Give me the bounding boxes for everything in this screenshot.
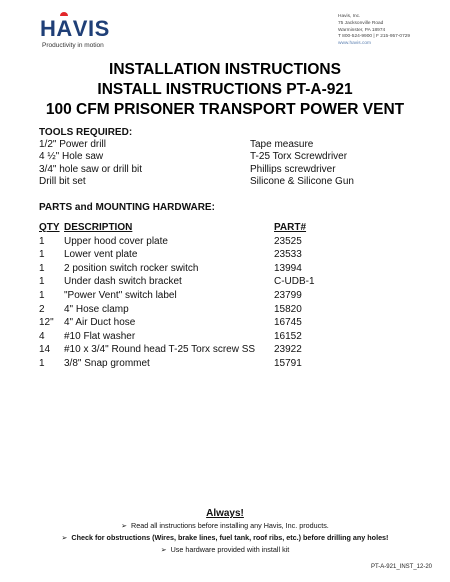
tool-item: 4 ½" Hole saw (39, 151, 104, 163)
cell-part: 23922 (274, 344, 302, 356)
address-line: Havis, Inc. (338, 14, 361, 19)
bullet-text: Use hardware provided with install kit (170, 545, 290, 554)
tool-item: T-25 Torx Screwdriver (250, 151, 348, 163)
table-row (39, 316, 334, 330)
cell-description: #10 Flat washer (64, 330, 136, 342)
cell-description: 3/8" Snap grommet (64, 357, 150, 369)
title-line-1: INSTALLATION INSTRUCTIONS (109, 61, 341, 78)
cell-qty: 1 (39, 289, 45, 301)
bullet-text: Read all instructions before installing any Havis, Inc. products. (131, 521, 329, 530)
always-bullets (0, 520, 450, 556)
arrow-bullet-icon: ➢ (121, 523, 128, 530)
title-line-2: INSTALL INSTRUCTIONS PT-A-921 (97, 81, 353, 98)
table-row (39, 248, 334, 262)
cell-qty: 4 (39, 330, 45, 342)
logo-letter-h: H (40, 16, 57, 41)
arrow-bullet-icon: ➢ (61, 535, 68, 542)
cell-qty: 12" (39, 317, 54, 329)
tool-item: 3/4" hole saw or drill bit (39, 163, 143, 175)
document-titles (0, 60, 450, 120)
header-part-number: PART# (274, 222, 307, 233)
cell-qty: 1 (39, 262, 45, 274)
header-qty: QTY (39, 222, 60, 233)
cell-description: #10 x 3/4" Round head T-25 Torx screw SS (64, 344, 256, 356)
table-row (39, 289, 334, 303)
cell-description: Lower vent plate (64, 249, 138, 261)
cell-qty: 1 (39, 357, 45, 369)
parts-table-header (39, 221, 334, 235)
bullet-item (0, 520, 450, 532)
table-row (39, 275, 334, 289)
logo-letter-a: A (56, 16, 73, 41)
table-row (39, 330, 334, 344)
cell-part: C-UDB-1 (274, 276, 315, 288)
cell-qty: 14 (39, 344, 51, 356)
tools-list-right (250, 139, 354, 189)
cell-description: Under dash switch bracket (64, 276, 182, 288)
address-line: T 800-524-9900 | F 215-957-0729 (338, 34, 411, 40)
cell-qty: 1 (39, 249, 45, 261)
havis-logo (40, 14, 150, 58)
tool-item: 1/2" Power drill (39, 139, 106, 150)
table-row (39, 303, 334, 317)
tools-heading: TOOLS REQUIRED: (39, 127, 133, 138)
cell-part: 23525 (274, 235, 302, 247)
cell-part: 16745 (274, 317, 302, 329)
cell-description: Upper hood cover plate (64, 235, 168, 247)
company-address (338, 14, 410, 48)
logo-tagline: Productivity in motion (42, 42, 104, 49)
bullet-item (0, 544, 450, 556)
cell-part: 23799 (274, 289, 302, 301)
title-line-3: 100 CFM PRISONER TRANSPORT POWER VENT (45, 101, 405, 118)
logo-wordmark (40, 16, 110, 42)
cell-description: "Power Vent" switch label (64, 289, 177, 301)
table-row (39, 357, 334, 371)
bullet-item (0, 532, 450, 544)
cell-description: 2 position switch rocker switch (64, 262, 199, 274)
always-heading: Always! (206, 508, 244, 519)
tools-list-left (39, 139, 142, 189)
arrow-bullet-icon: ➢ (160, 547, 167, 554)
cell-part: 15820 (274, 303, 302, 315)
header-description: DESCRIPTION (64, 222, 133, 233)
cell-part: 16152 (274, 330, 302, 342)
cell-part: 23533 (274, 249, 302, 261)
tool-item: Drill bit set (39, 176, 86, 188)
table-row (39, 343, 334, 357)
tool-item: Silicone & Silicone Gun (250, 176, 354, 188)
website-link[interactable]: www.havis.com (338, 41, 372, 47)
cell-description: 4" Hose clamp (64, 303, 129, 315)
document-code: PT-A-921_INST_12-20 (370, 564, 432, 570)
cell-qty: 1 (39, 235, 45, 247)
cell-description: 4" Air Duct hose (64, 317, 136, 329)
table-row (39, 235, 334, 249)
parts-table (39, 221, 334, 371)
address-line: 75 Jacksonville Road (338, 20, 384, 26)
bullet-text: Check for obstructions (Wires, brake lines, fuel tank, roof ribs, etc.) before drilling any holes! (71, 533, 389, 542)
tool-item: Phillips screwdriver (250, 163, 336, 175)
address-line: Warminster, PA 18974 (338, 27, 386, 33)
logo-letters-vis: VIS (72, 16, 110, 41)
tool-item: Tape measure (250, 139, 314, 150)
table-row (39, 262, 334, 276)
cell-part: 13994 (274, 262, 302, 274)
parts-heading: PARTS and MOUNTING HARDWARE: (39, 202, 215, 213)
cell-part: 15791 (274, 357, 302, 369)
cell-qty: 1 (39, 276, 45, 288)
cell-qty: 2 (39, 303, 45, 315)
